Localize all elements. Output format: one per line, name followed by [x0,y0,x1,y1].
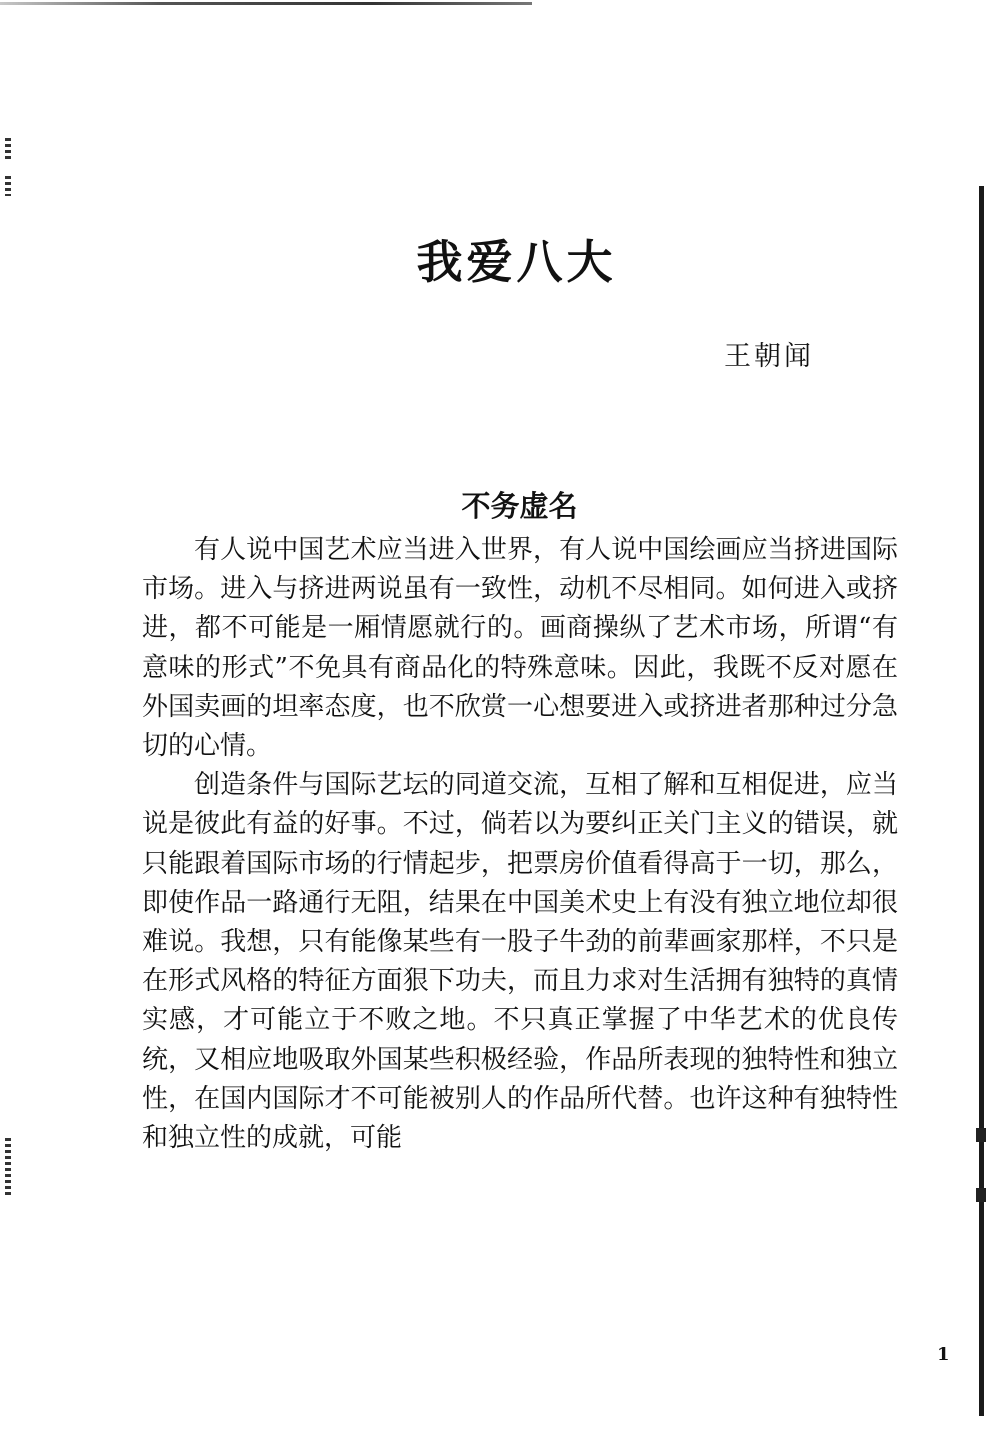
scan-left-specks-upper [5,138,11,162]
page-number: 1 [937,1344,950,1365]
scan-right-edge-mark-2 [976,1188,986,1202]
author-name: 王朝闻 [724,341,814,372]
paragraph-2: 创造条件与国际艺坛的同道交流，互相了解和互相促进，应当说是彼此有益的好事。不过，倘若以为要纠正关门主义的错误，就只能跟着国际市场的行情起步，把票房价值看得高于一切，那么，即使作品一路通行无阻，结果在中国美术史上有没有独立地位却很难说。我想，只有能像某些有一股子牛劲的前辈画家那样，不只是在形式风格的特征方面狠下功夫，而且力求对生活拥有独特的真情实感，才可能立于不败之地。不只真正掌握了中华艺术的优良传统，又相应地吸取外国某些积极经验，作品所表现的独特性和独立性，在国内国际才不可能被别人的作品所代替。也许这种有独特性和独立性的成就，可能 [142,770,898,1154]
scan-right-edge [979,186,984,1416]
scan-left-specks-lower [5,1138,11,1198]
section-heading: 不务虚名 [461,489,578,524]
article-title: 我爱八大 [416,234,617,289]
scan-left-specks-upper-2 [5,176,11,196]
scan-right-edge-mark [976,1128,986,1142]
scan-top-edge [0,2,532,5]
body-text [142,531,898,1158]
paragraph-1: 有人说中国艺术应当进入世界，有人说中国绘画应当挤进国际市场。进入与挤进两说虽有一致性，动机不尽相同。如何进入或挤进，都不可能是一厢情愿就行的。画商操纵了艺术市场，所谓“有意味的形式”不免具有商品化的特殊意味。因此，我既不反对愿在外国卖画的坦率态度，也不欣赏一心想要进入或挤进者那种过分急切的心情。 [142,535,898,762]
